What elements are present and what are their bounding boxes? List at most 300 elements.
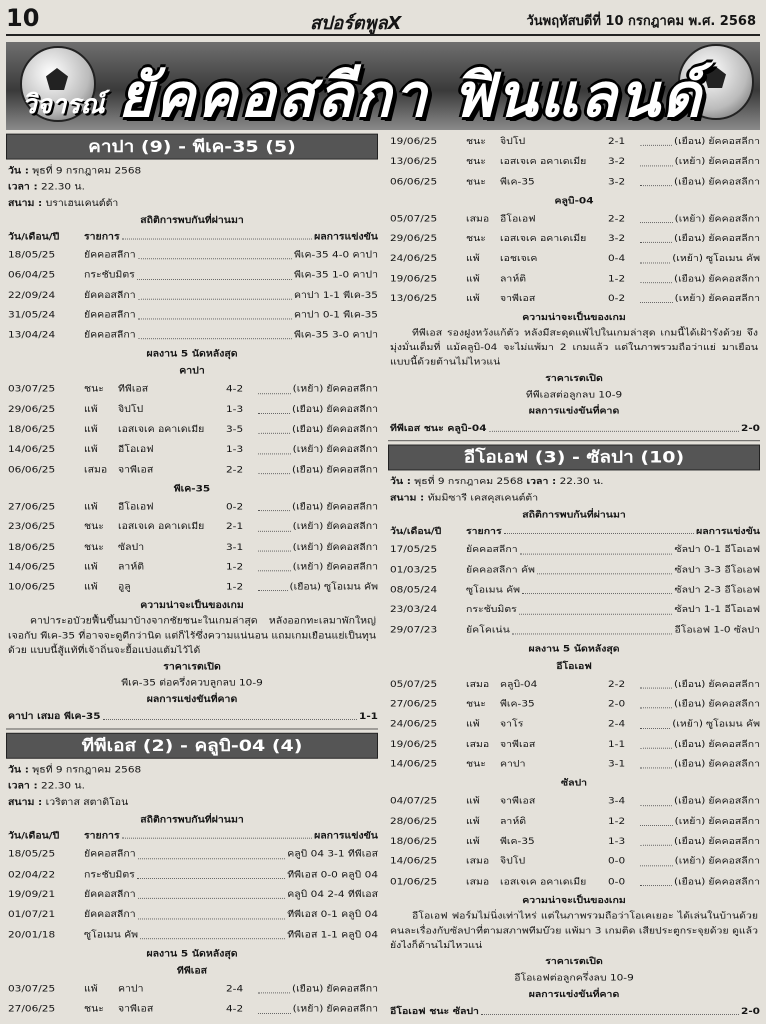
odds-text: ทีพีเอสต่อลูกลบ 10-9 — [525, 389, 623, 401]
form-date: 23/06/25 — [8, 521, 56, 532]
prediction-text: ทีพีเอส ชนะ คลูบิ-04 — [390, 423, 487, 434]
form-competition: ยัคคอสลีกา — [708, 796, 760, 807]
form-score: 0-0 — [608, 856, 626, 867]
h2h-date: 19/09/21 — [8, 889, 56, 900]
divider — [6, 729, 378, 730]
leader-dots — [103, 708, 357, 720]
form-opponent: จาพีเอส — [500, 796, 536, 807]
form-team-name: ทีพีเอส — [176, 965, 208, 977]
leader-dots — [258, 460, 290, 474]
form-result: แพ้ — [466, 253, 480, 264]
form-venue: (เยือน) — [291, 404, 324, 415]
h2h-col-date: วัน/เดือน/ปี — [390, 526, 442, 537]
form-competition: ยัคคอสลีกา — [708, 876, 760, 887]
h2h-competition: ซูโอเมน คัพ — [84, 929, 139, 940]
leader-dots — [258, 440, 291, 454]
leader-dots — [519, 600, 673, 614]
form-row — [6, 577, 378, 597]
form-competition: ยัคคอสลีกา — [326, 444, 378, 455]
form-opponent: จาพีเอส — [500, 738, 536, 750]
time-label: เวลา : — [8, 181, 38, 193]
form-opponent: ทีพีเอส — [118, 384, 149, 395]
form-result: แพ้ — [466, 273, 480, 284]
odds-title: ราคาเรตเปิด — [545, 373, 603, 384]
left-column — [6, 132, 378, 1020]
odds-title: ราคาเรตเปิด — [163, 661, 221, 673]
form-competition: ซูโอเมน คัพ — [323, 581, 378, 593]
form-team-name: พีเค-35 — [173, 483, 211, 494]
form-score: 3-2 — [608, 233, 626, 244]
form-score: 3-4 — [608, 796, 626, 807]
form-row — [6, 460, 378, 480]
h2h-date: 01/03/25 — [390, 564, 438, 575]
h2h-title: สถิติการพบกันที่ผ่านมา — [522, 510, 626, 521]
h2h-competition: ยัคคอสลีกา — [84, 289, 136, 301]
leader-dots — [489, 420, 740, 432]
section-banner — [6, 42, 760, 130]
analysis-title: ความน่าจะเป็นของเกม — [522, 895, 626, 906]
h2h-title: สถิติการพบกันที่ผ่านมา — [140, 215, 244, 226]
h2h-competition: ยัคคอสลีกา — [84, 329, 136, 341]
form-opponent: อีโอเอฟ — [500, 213, 536, 224]
h2h-result: คาปา 1-1 พีเค-35 — [294, 289, 378, 301]
h2h-date: 23/03/24 — [390, 604, 438, 615]
form-date: 29/06/25 — [8, 404, 56, 415]
leader-dots — [640, 132, 672, 146]
form-row — [6, 980, 378, 1000]
leader-dots — [640, 675, 672, 689]
form-result: แพ้ — [84, 444, 98, 455]
form-score: 4-2 — [226, 384, 244, 395]
form-score: 1-1 — [608, 738, 626, 750]
form-competition: ยัคคอสลีกา — [708, 176, 760, 187]
form-row — [6, 440, 378, 460]
leader-dots — [640, 209, 673, 223]
form-venue: (เหย้า) — [292, 1003, 324, 1015]
match-venue: ทัมมิซารี เคสคุสเคนต์ต้า — [427, 493, 539, 504]
leader-dots — [258, 557, 291, 571]
analysis-title: ความน่าจะเป็นของเกม — [140, 600, 244, 612]
leader-dots — [640, 269, 672, 283]
form-result: แพ้ — [84, 424, 98, 435]
leader-dots — [258, 980, 290, 994]
leader-dots — [640, 229, 672, 243]
form-opponent: ซัลปา — [118, 541, 145, 552]
form-date: 14/06/25 — [390, 856, 438, 867]
date-label: วัน : — [390, 476, 411, 488]
h2h-title: สถิติการพบกันที่ผ่านมา — [140, 814, 244, 826]
leader-dots — [640, 755, 672, 769]
form-row — [388, 132, 760, 152]
match-venue: บราเฮนเคนต์ต้า — [45, 198, 119, 209]
prediction-row — [388, 1003, 760, 1020]
form-score: 0-2 — [608, 293, 626, 304]
venue-label: สนาม : — [390, 493, 425, 504]
h2h-row — [6, 245, 378, 265]
header-rule — [6, 34, 760, 36]
h2h-date: 08/05/24 — [390, 584, 438, 595]
form-row — [388, 209, 760, 229]
form-date: 28/06/25 — [390, 816, 438, 827]
h2h-row — [6, 925, 378, 945]
form-opponent: เอสเจเค อคาเดเมีย — [118, 424, 205, 435]
match-venue: เวริตาส สตาดิโอน — [45, 797, 129, 809]
prediction-title: ผลการแข่งขันที่คาด — [528, 988, 620, 1000]
leader-dots — [537, 560, 673, 574]
form-result: ชนะ — [466, 698, 486, 710]
h2h-result: ซัลปา 2-3 อีโอเอฟ — [674, 584, 760, 595]
match-title: คาปา (9) - พีเค-35 (5) — [6, 134, 378, 160]
form-result: เสมอ — [466, 678, 490, 690]
h2h-row — [6, 885, 378, 905]
form-result: เสมอ — [466, 738, 490, 750]
form-competition: ยัคคอสลีกา — [326, 541, 378, 552]
form-result: ชนะ — [84, 521, 104, 532]
form-score: 1-3 — [226, 444, 244, 455]
form-result: แพ้ — [466, 816, 480, 827]
h2h-col-date: วัน/เดือน/ปี — [8, 231, 60, 243]
form-team-name: คาปา — [179, 366, 205, 377]
h2h-result: ซัลปา 3-3 อีโอเอฟ — [674, 564, 760, 575]
form-competition: ซูโอเมน คัพ — [705, 253, 760, 264]
leader-dots — [504, 524, 694, 534]
form-venue: (เหย้า) — [674, 156, 706, 167]
h2h-result: ทีพีเอส 0-0 คลูบิ 04 — [287, 869, 378, 880]
form-date: 19/06/25 — [390, 273, 438, 284]
form-opponent: เอชเจเค — [500, 253, 538, 264]
form-score: 3-2 — [608, 176, 626, 187]
form-competition: ยัคคอสลีกา — [326, 521, 378, 532]
leader-dots — [258, 380, 291, 394]
venue-label: สนาม : — [8, 797, 43, 809]
form-row — [388, 675, 760, 695]
page-header — [0, 0, 766, 40]
form-date: 01/06/25 — [390, 876, 438, 887]
h2h-result: คลูบิ 04 2-4 ทีพีเอส — [287, 889, 378, 900]
form-result: แพ้ — [84, 561, 98, 572]
form-score: 3-2 — [608, 156, 626, 167]
form-competition: ยัคคอสลีกา — [326, 384, 378, 395]
form-team-name: ซัลปา — [560, 778, 588, 789]
leader-dots — [258, 1000, 291, 1014]
form-result: เสมอ — [466, 213, 490, 224]
form-row — [388, 852, 760, 872]
leader-dots — [640, 792, 672, 806]
leader-dots — [512, 620, 673, 634]
form-row — [388, 249, 760, 269]
form-date: 14/06/25 — [390, 758, 438, 770]
form-opponent: อีโอเอฟ — [118, 501, 154, 512]
form-row — [388, 152, 760, 172]
form-opponent: อูลู — [118, 581, 131, 593]
h2h-row — [388, 540, 760, 560]
leader-dots — [138, 845, 286, 859]
form-venue: (เหย้า) — [292, 384, 324, 395]
leader-dots — [122, 829, 312, 839]
prediction-text: อีโอเอฟ ชนะ ซัลปา — [390, 1006, 479, 1017]
form-competition: ยัคคอสลีกา — [708, 678, 760, 690]
leader-dots — [138, 326, 292, 340]
form-date: 29/06/25 — [390, 233, 438, 244]
leader-dots — [640, 289, 673, 303]
form-date: 27/06/25 — [8, 1003, 56, 1015]
match-time-row — [6, 179, 378, 195]
form-opponent: คลูบิ-04 — [500, 678, 538, 690]
venue-label: สนาม : — [8, 198, 43, 209]
analysis-title: ความน่าจะเป็นของเกม — [522, 312, 626, 323]
form-result: แพ้ — [84, 501, 98, 512]
h2h-competition: ยัคคอสลีกา — [84, 889, 136, 900]
form-row — [6, 400, 378, 420]
form-date: 18/06/25 — [390, 836, 438, 847]
leader-dots — [640, 852, 673, 866]
form-venue: (เหย้า) — [674, 213, 706, 224]
form-date: 19/06/25 — [390, 738, 438, 750]
form-venue: (เหย้า) — [292, 444, 324, 455]
h2h-date: 17/05/25 — [390, 544, 438, 555]
form-date: 19/06/25 — [390, 136, 438, 147]
odds-text: อีโอเอฟต่อลูกครึ่งลบ 10-9 — [514, 972, 634, 983]
form-row — [388, 832, 760, 852]
form-score: 2-2 — [608, 213, 626, 224]
analysis-text: อีโอเอฟ ฟอร์มไม่นิ่งเท่าไหร่ แต่ในภาพรวมถือว่าโอเคเยอะ ได้เล่นในบ้านด้วย คนละเรื่องกับซัลปาที่ตามสภาพทีมบ๊วย แพ้มา 3 เกมติด เสียประตูกระจุยด้วย ดูแล้วยังไงก็ต้านไม่ไหวแน่ — [390, 910, 758, 951]
prediction-row — [6, 708, 378, 725]
form-result: เสมอ — [466, 876, 490, 887]
form-venue: (เยือน) — [673, 738, 706, 750]
form-venue: (เยือน) — [673, 876, 706, 887]
form-row — [6, 497, 378, 517]
date-label: วัน : — [8, 165, 29, 176]
form-competition: ยัคคอสลีกา — [326, 983, 378, 995]
h2h-row — [388, 560, 760, 580]
h2h-result: ทีพีเอส 1-1 คลูบิ 04 — [287, 929, 378, 940]
form-row — [388, 289, 760, 309]
form-score: 3-1 — [608, 758, 626, 770]
form-competition: ยัคคอสลีกา — [326, 424, 378, 435]
form-result: ชนะ — [84, 1003, 104, 1015]
leader-dots — [640, 695, 672, 709]
form-competition: ยัคคอสลีกา — [326, 561, 378, 572]
h2h-competition: กระชับมิตร — [84, 869, 135, 880]
form-opponent: ลาห์ติ — [500, 273, 527, 284]
match-venue-row — [6, 795, 378, 811]
form-result: เสมอ — [466, 856, 490, 867]
h2h-date: 06/04/25 — [8, 269, 56, 281]
form-score: 2-2 — [226, 464, 244, 475]
form-competition: ยัคคอสลีกา — [708, 738, 760, 750]
form-date: 14/06/25 — [8, 561, 56, 572]
form-result: ชนะ — [466, 758, 486, 770]
form-competition: ยัคคอสลีกา — [708, 856, 760, 867]
form-team-name: อีโอเอฟ — [556, 660, 592, 672]
h2h-competition: ยัคคอสลีกา — [84, 849, 136, 860]
form-score: 0-0 — [608, 876, 626, 887]
form-venue: (เยือน) — [291, 424, 324, 435]
h2h-row — [6, 265, 378, 285]
form-row — [388, 755, 760, 775]
form-opponent: เอสเจเค อคาเดเมีย — [500, 876, 587, 887]
form-venue: (เหย้า) — [672, 253, 703, 264]
form-venue: (เหย้า) — [674, 293, 706, 304]
form-result: ชนะ — [84, 384, 104, 395]
h2h-date: 01/07/21 — [8, 909, 56, 920]
form-competition: ยัคคอสลีกา — [708, 136, 760, 147]
h2h-col-result: ผลการแข่งขัน — [314, 831, 378, 842]
form-score: 2-1 — [608, 136, 626, 147]
prediction-score: 1-1 — [359, 711, 378, 723]
form-opponent: จิปโป — [118, 404, 144, 415]
leader-dots — [640, 172, 672, 186]
form-score: 3-5 — [226, 424, 244, 435]
h2h-col-date: วัน/เดือน/ปี — [8, 831, 60, 842]
h2h-date: 18/05/25 — [8, 249, 56, 261]
form-result: ชนะ — [466, 176, 486, 187]
h2h-date: 02/04/22 — [8, 869, 56, 880]
form-opponent: เอสเจเค อคาเดเมีย — [500, 156, 587, 167]
h2h-col-list: รายการ — [84, 231, 120, 243]
h2h-result: อีโอเอฟ 1-0 ซัลปา — [674, 624, 760, 635]
form-venue: (เหย้า) — [292, 521, 324, 532]
form-row — [388, 715, 760, 735]
form-row — [6, 1000, 378, 1020]
match-title: ทีพีเอส (2) - คลูบิ-04 (4) — [6, 733, 378, 759]
form-opponent: คาปา — [118, 983, 144, 995]
form-title: ผลงาน 5 นัดหลังสุด — [146, 948, 238, 959]
match-venue-row — [6, 196, 378, 212]
h2h-competition: กระชับมิตร — [84, 269, 135, 281]
form-opponent: จาพีเอส — [118, 1003, 154, 1015]
form-venue: (เยือน) — [291, 501, 324, 512]
prediction-score: 2-0 — [741, 1006, 760, 1017]
h2h-result: คลูบิ 04 3-1 ทีพีเอส — [287, 849, 378, 860]
form-title: ผลงาน 5 นัดหลังสุด — [528, 643, 620, 655]
form-score: 1-2 — [608, 816, 626, 827]
h2h-competition: ยัคคอสลีกา — [84, 309, 136, 321]
form-score: 0-4 — [608, 253, 626, 264]
form-venue: (เหย้า) — [674, 816, 706, 827]
form-opponent: ลาห์ติ — [118, 561, 145, 572]
form-score: 2-2 — [608, 678, 626, 690]
form-date: 24/06/25 — [390, 253, 438, 264]
leader-dots — [258, 420, 290, 434]
form-score: 1-3 — [608, 836, 626, 847]
form-date: 27/06/25 — [8, 501, 56, 512]
form-date: 05/07/25 — [390, 213, 438, 224]
h2h-competition: กระชับมิตร — [466, 604, 517, 615]
h2h-result: พีเค-35 1-0 คาปา — [294, 269, 378, 281]
form-competition: ยัคคอสลีกา — [708, 233, 760, 244]
form-venue: (เยือน) — [673, 796, 706, 807]
leader-dots — [258, 577, 288, 591]
form-result: แพ้ — [466, 293, 480, 304]
h2h-header — [388, 524, 760, 540]
h2h-row — [6, 865, 378, 885]
leader-dots — [138, 905, 286, 919]
date-label: วัน : — [8, 765, 29, 776]
leader-dots — [137, 265, 292, 279]
form-score: 2-1 — [226, 521, 244, 532]
leader-dots — [640, 872, 672, 886]
newspaper-logo: สปอร์ตพูลX — [310, 13, 402, 34]
form-opponent: ลาห์ติ — [500, 816, 527, 827]
match-time: 22.30 น. — [41, 181, 85, 193]
form-score: 3-1 — [226, 541, 244, 552]
h2h-col-list: รายการ — [466, 526, 502, 537]
h2h-row — [6, 845, 378, 865]
leader-dots — [258, 400, 290, 414]
odds-text: พีเค-35 ต่อครึ่งควบลูกลบ 10-9 — [121, 678, 263, 689]
h2h-row — [6, 905, 378, 925]
form-venue: (เหย้า) — [674, 856, 706, 867]
form-team-name: คลูบิ-04 — [554, 195, 594, 206]
form-date: 13/06/25 — [390, 156, 438, 167]
match-title: อีโอเอฟ (3) - ซัลปา (10) — [388, 445, 760, 471]
form-competition: ซูโอเมน คัพ — [705, 718, 760, 730]
banner-title: ยัคคอสลีกา ฟินแลนด์ — [118, 61, 703, 130]
leader-dots — [258, 497, 290, 511]
form-date: 14/06/25 — [8, 444, 56, 455]
prediction-score: 2-0 — [741, 423, 760, 434]
match-date: พุธที่ 9 กรกฎาคม 2568 — [32, 765, 142, 776]
divider — [388, 441, 760, 442]
form-score: 4-2 — [226, 1003, 244, 1015]
form-row — [6, 517, 378, 537]
h2h-competition: ยัคคอสลีกา คัพ — [466, 564, 535, 575]
match-time: 22.30 น. — [559, 476, 604, 488]
form-opponent: พีเค-35 — [500, 836, 535, 847]
form-date: 06/06/25 — [8, 464, 56, 475]
form-competition: ยัคคอสลีกา — [708, 156, 760, 167]
form-competition: ยัคคอสลีกา — [708, 213, 760, 224]
match-date-time — [388, 474, 760, 490]
leader-dots — [640, 249, 670, 263]
match-venue-row — [388, 490, 760, 506]
h2h-col-result: ผลการแข่งขัน — [696, 526, 760, 537]
h2h-row — [6, 286, 378, 306]
form-opponent: จาพีเอส — [500, 293, 536, 304]
form-score: 2-0 — [608, 698, 626, 710]
form-result: ชนะ — [466, 233, 486, 244]
form-row — [388, 735, 760, 755]
h2h-competition: ยัคคอสลีกา — [466, 544, 518, 555]
leader-dots — [138, 306, 292, 320]
leader-dots — [258, 517, 291, 531]
h2h-date: 13/04/24 — [8, 329, 56, 341]
h2h-competition: ยัคคอสลีกา — [84, 909, 136, 920]
leader-dots — [640, 812, 673, 826]
form-row — [6, 380, 378, 400]
h2h-date: 31/05/24 — [8, 309, 56, 321]
leader-dots — [640, 832, 672, 846]
analysis-text: คาปาระอบัวยฟื้นขึ้นมาบ้างจากชัยชนะในเกมล่าสุด หลังออกทะเลมาพักใหญ่ เจอกับ พีเค-35 ที่อาจจะดูดีกว่านิด แต่ก็ไร้ซึ่งความแน่นอน แถมเกมเยือนแย่เป็นทุนด้วย แบบนี้สู้แท้ที่เจ้าถิ่นจะยื้อแบ่งแต้มไว้ได้ — [8, 616, 377, 656]
form-date: 18/06/25 — [8, 541, 56, 552]
h2h-competition: ซูโอเมน คัพ — [466, 584, 521, 595]
form-venue: (เยือน) — [673, 836, 706, 847]
h2h-row — [388, 600, 760, 620]
leader-dots — [520, 540, 673, 554]
form-score: 1-2 — [226, 561, 244, 572]
leader-dots — [640, 715, 670, 729]
form-venue: (เยือน) — [673, 678, 706, 690]
match-date-row — [6, 163, 378, 179]
form-score: 2-4 — [226, 983, 244, 995]
h2h-date: 18/05/25 — [8, 849, 56, 860]
form-opponent: อีโอเอฟ — [118, 444, 154, 455]
form-competition: ยัคคอสลีกา — [326, 464, 378, 475]
form-venue: (เหย้า) — [292, 561, 324, 572]
form-score: 1-3 — [226, 404, 244, 415]
match-time: 22.30 น. — [41, 781, 85, 792]
